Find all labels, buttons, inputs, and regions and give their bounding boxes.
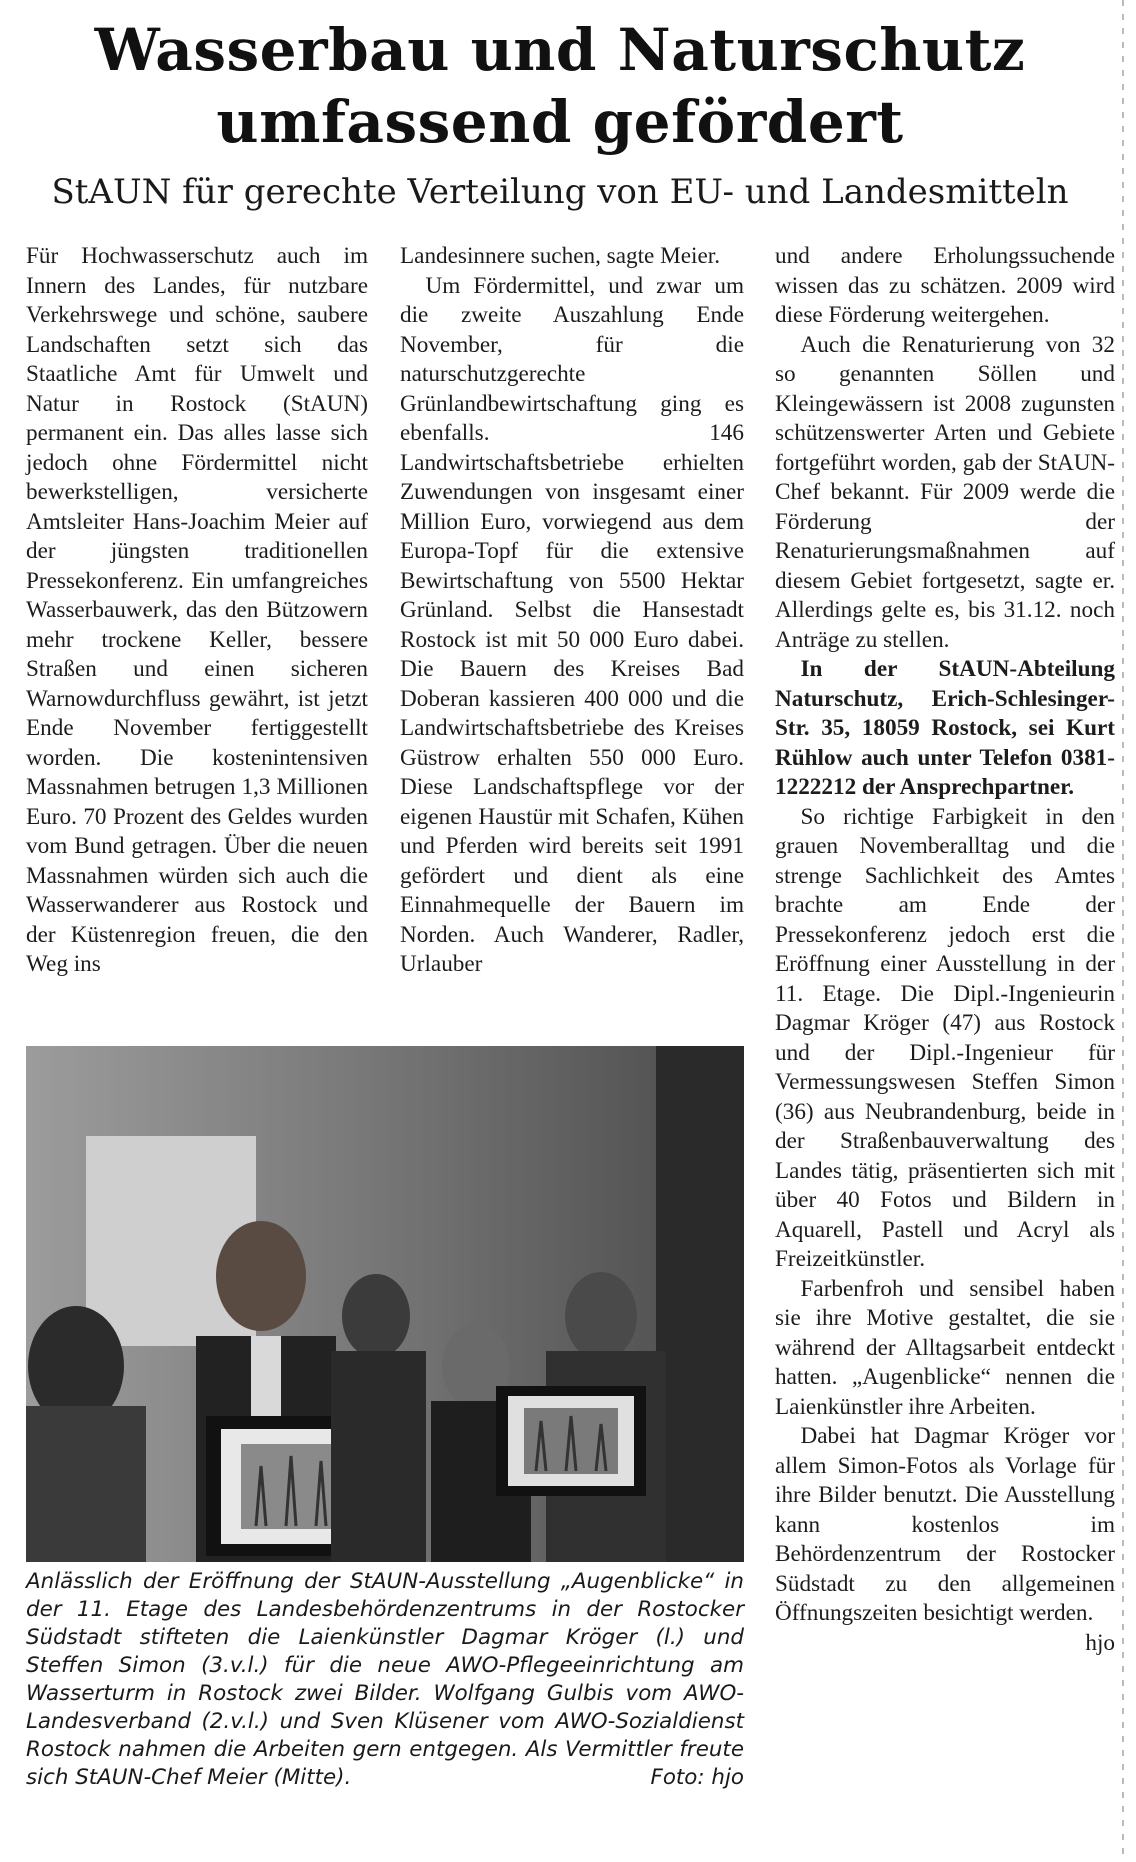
article-column-1 (26, 242, 368, 980)
news-photo (26, 1046, 744, 1562)
contact-paragraph: In der StAUN-Abteilung Naturschutz, Erich-Schlesinger-Str. 35, 18059 Rostock, sei Kurt Rühlow auch unter Telefon 0381-1222212 der Ansprechpartner. (775, 656, 1115, 800)
paragraph: Auch die Renaturierung von 32 so genannten Söllen und Kleingewässern ist 2008 zugunsten schützenswerter Arten und Gebiete fortgeführt worden, gab der StAUN-Chef bekannt. Für 2009 werde die Förderung der Renaturierungsmaßnahmen auf diesem Gebiet fortgesetzt, sagte er. Allerdings gelte es, bis 31.12. noch Anträge zu stellen. (775, 331, 1115, 653)
paragraph: Landesinnere suchen, sagte Meier. (400, 243, 720, 269)
paragraph: Farbenfroh und sensibel haben sie ihre Motive gestaltet, die sie während der Alltagsarbeit entdeckt hatten. „Augenblicke“ nennen die Laienkünstler ihre Arbeiten. (775, 1275, 1115, 1420)
headline-line-2: umfassend gefördert (216, 88, 904, 156)
paragraph: So richtige Farbigkeit in den grauen Novemberalltag und die strenge Sachlichkeit des Amtes brachte am Ende der Pressekonferenz jedoch erst die Eröffnung einer Ausstellung in der 11. Etage. Die Dipl.-Ingenieurin Dagmar Kröger (47) aus Rostock und der Dipl.-Ingenieur für Vermessungswesen Steffen Simon (36) aus Neubrandenburg, beide in der Straßenbauverwaltung des Landes tätig, präsentierten sich mit über 40 Fotos und Bildern in Aquarell, Pastell und Acryl als Freizeitkünstler. (775, 803, 1115, 1272)
caption-text: Anlässlich der Eröffnung der StAUN-Ausstellung „Augenblicke“ in der 11. Etage des Landesbehördenzentrums in der Rostocker Südstadt stifteten die Laienkünstler Dagmar Kröger (l.) und Steffen Simon (3.v.l.) für die neue AWO-Pflegeeinrichtung am Wasserturm in Rostock zwei Bilder. Wolfgang Gulbis vom AWO-Landesverband (2.v.l.) und Sven Klüsener vom AWO-Sozialdienst Rostock nahmen die Arbeiten gern entgegen. Als Vermittler freute sich StAUN-Chef Meier (Mitte). (26, 1569, 744, 1790)
article-column-2 (400, 242, 744, 980)
clipping-edge-divider (1122, 0, 1124, 1862)
headline-line-1: Wasserbau und Naturschutz (94, 16, 1026, 84)
subheadline: StAUN für gerechte Verteilung von EU- und Landesmitteln (51, 172, 1069, 212)
photo-caption (26, 1568, 744, 1792)
paragraph: Dabei hat Dagmar Kröger vor allem Simon-Fotos als Vorlage für ihre Bilder benutzt. Die Ausstellung kann kostenlos im Behördenzentrum der Rostocker Südstadt zu den allgemeinen Öffnungszeiten besichtigt werden. (775, 1423, 1115, 1626)
news-photo-image (26, 1046, 744, 1562)
article-column-3 (775, 242, 1115, 1658)
photo-credit: Foto: hjo (650, 1765, 744, 1790)
paragraph: Für Hochwasserschutz auch im Innern des Landes, für nutzbare Verkehrswege und schöne, saubere Landschaften setzt sich das Staatliche Amt für Umwelt und Natur in Rostock (StAUN) permanent ein. Das alles lasse sich jedoch ohne Fördermittel nicht bewerkstelligen, versicherte Amtsleiter Hans-Joachim Meier auf der jüngsten traditionellen Pressekonferenz. Ein umfangreiches Wasserbauwerk, das den Bützowern mehr trockene Keller, bessere Straßen und einen sicheren Warnowdurchfluss gewährt, ist jetzt Ende November fertiggestellt worden. Die kostenintensiven Massnahmen betrugen 1,3 Millionen Euro. 70 Prozent des Geldes wurden vom Bund getragen. Über die neuen Massnahmen würden sich auch die Wasserwanderer aus Rostock und der Küstenregion freuen, die den Weg ins (26, 243, 368, 977)
headline (20, 14, 1100, 158)
paragraph: und andere Erholungssuchende wissen das zu schätzen. 2009 wird diese Förderung weitergehen. (775, 243, 1115, 328)
author-signature: hjo (1085, 1629, 1115, 1656)
paragraph: Um Fördermittel, und zwar um die zweite Auszahlung Ende November, für die naturschutzgerechte Grünlandbewirtschaftung ging es ebenfalls. 146 Landwirtschaftsbetriebe erhielten Zuwendungen von insgesamt einer Million Euro, vorwiegend aus dem Europa-Topf für die extensive Bewirtschaftung von 5500 Hektar Grünland. Selbst die Hansestadt Rostock ist mit 50 000 Euro dabei. Die Bauern des Kreises Bad Doberan kassieren 400 000 und die Landwirtschaftsbetriebe des Kreises Güstrow erhalten 550 000 Euro. Diese Landschaftspflege vor der eigenen Haustür mit Schafen, Kühen und Pferden wird bereits seit 1991 gefördert und dient als eine Einnahmequelle der Bauern im Norden. Auch Wanderer, Radler, Urlauber (400, 272, 744, 977)
